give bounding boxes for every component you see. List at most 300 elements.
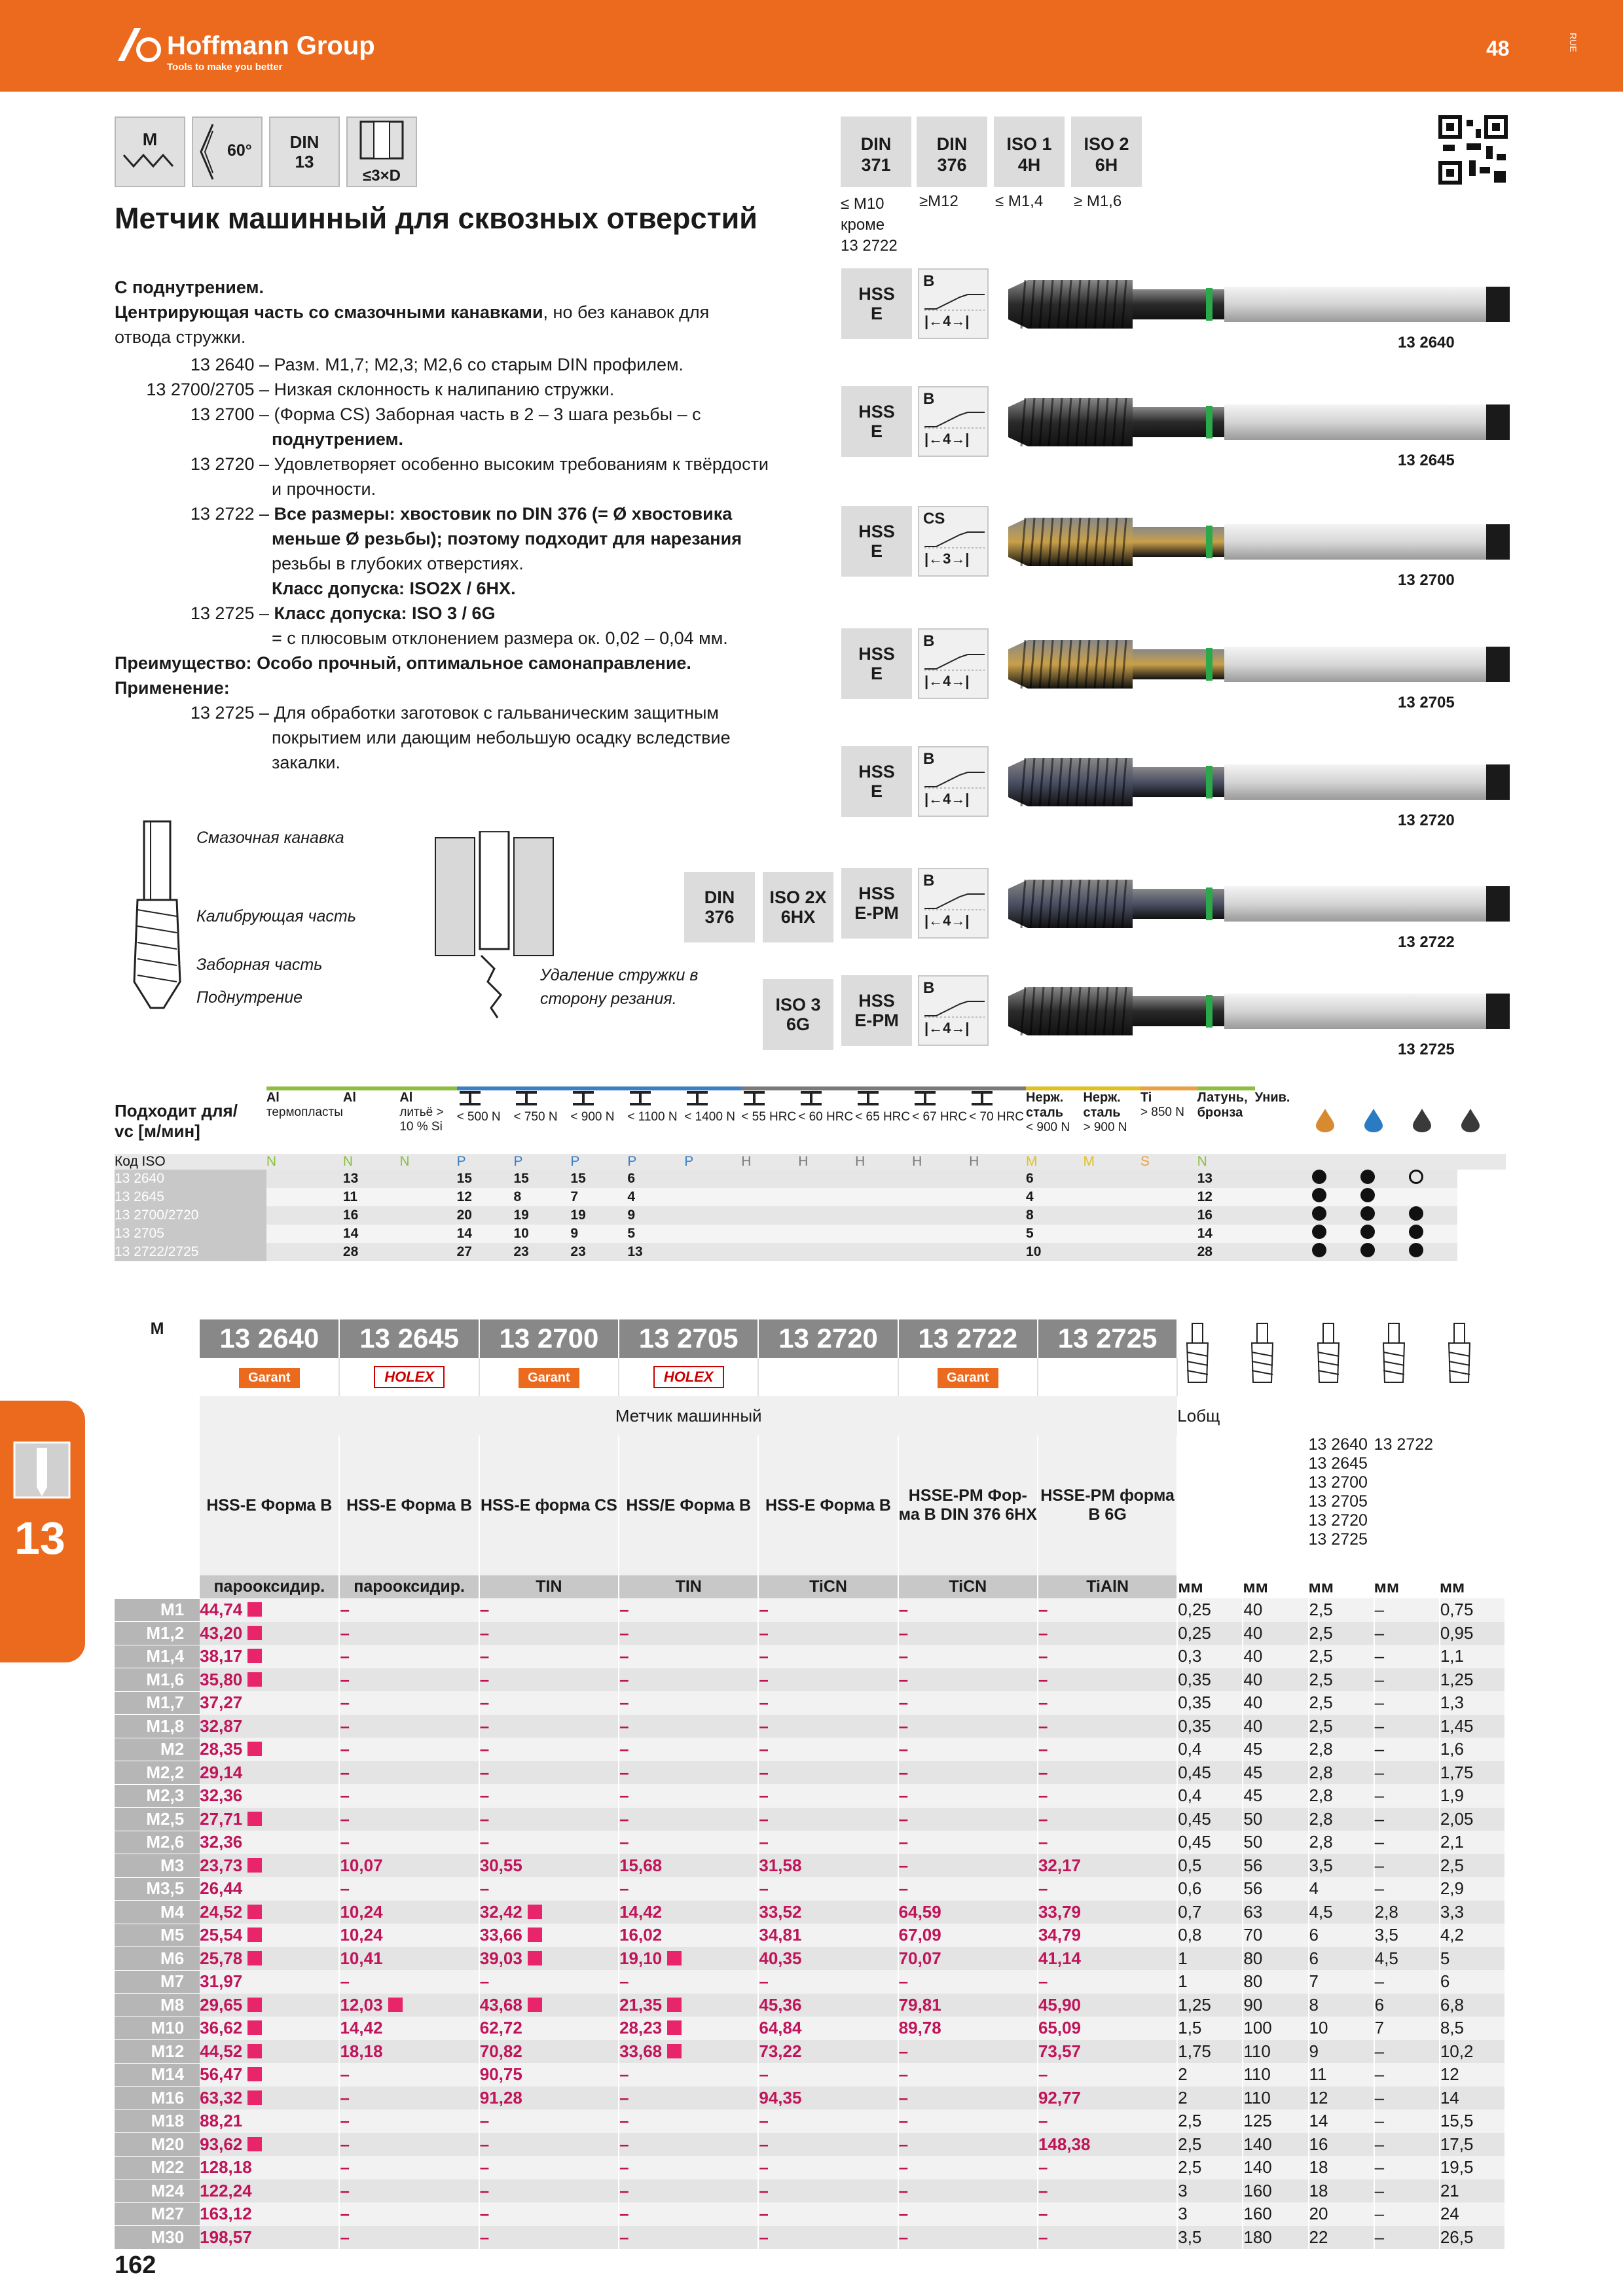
price-cell[interactable] bbox=[339, 2133, 479, 2157]
price-cell[interactable] bbox=[1038, 2063, 1177, 2087]
price-cell[interactable] bbox=[339, 1994, 479, 2017]
price-cell[interactable] bbox=[479, 1808, 619, 1831]
price-cell[interactable] bbox=[479, 1691, 619, 1715]
price-cell[interactable] bbox=[200, 1645, 339, 1668]
price-cell[interactable] bbox=[479, 2202, 619, 2226]
price-cell[interactable] bbox=[200, 1994, 339, 2017]
price-cell[interactable] bbox=[898, 1808, 1038, 1831]
price-cell[interactable] bbox=[619, 1622, 758, 1645]
price-cell[interactable] bbox=[479, 1924, 619, 1947]
thread-size: M24 bbox=[115, 2179, 200, 2203]
price-value: – bbox=[1038, 2204, 1048, 2224]
price-value: – bbox=[340, 1762, 350, 1782]
price-cell[interactable] bbox=[1038, 1831, 1177, 1854]
price-cell[interactable] bbox=[200, 1761, 339, 1785]
price-cell[interactable] bbox=[898, 2040, 1038, 2064]
brand-logo: Garant bbox=[898, 1358, 1038, 1397]
price-cell[interactable] bbox=[200, 1877, 339, 1901]
vc-value bbox=[855, 1243, 912, 1261]
price-cell[interactable] bbox=[619, 1901, 758, 1924]
price-cell[interactable] bbox=[1038, 1645, 1177, 1668]
price-cell[interactable] bbox=[758, 2202, 898, 2226]
price-cell[interactable] bbox=[898, 1970, 1038, 1994]
price-cell[interactable] bbox=[479, 1761, 619, 1785]
material-header: < 67 HRC bbox=[912, 1088, 969, 1154]
price-cell[interactable] bbox=[479, 1970, 619, 1994]
price-cell[interactable] bbox=[339, 2179, 479, 2203]
price-cell[interactable] bbox=[619, 1808, 758, 1831]
price-cell[interactable] bbox=[898, 1924, 1038, 1947]
price-cell[interactable] bbox=[1038, 1970, 1177, 1994]
price-cell[interactable] bbox=[898, 1622, 1038, 1645]
price-cell[interactable] bbox=[479, 1598, 619, 1622]
price-cell[interactable] bbox=[479, 1715, 619, 1738]
price-cell[interactable] bbox=[619, 1924, 758, 1947]
price-cell[interactable] bbox=[1038, 1947, 1177, 1971]
price-cell[interactable] bbox=[479, 1947, 619, 1971]
price-cell[interactable] bbox=[619, 2156, 758, 2179]
vc-value bbox=[1140, 1206, 1197, 1225]
steel-beam-icon bbox=[969, 1090, 995, 1106]
price-cell[interactable] bbox=[339, 1784, 479, 1808]
dimension-value: 180 bbox=[1243, 2226, 1308, 2250]
price-cell[interactable] bbox=[200, 1691, 339, 1715]
price-cell[interactable] bbox=[898, 1784, 1038, 1808]
stock-marker-icon bbox=[388, 1998, 403, 2012]
price-cell[interactable] bbox=[1038, 1808, 1177, 1831]
vc-value: 14 bbox=[343, 1225, 399, 1243]
price-cell[interactable] bbox=[479, 2156, 619, 2179]
price-cell[interactable] bbox=[1038, 1901, 1177, 1924]
price-cell[interactable] bbox=[758, 1994, 898, 2017]
price-cell[interactable] bbox=[898, 1645, 1038, 1668]
price-cell[interactable] bbox=[339, 2156, 479, 2179]
price-cell[interactable] bbox=[1038, 1994, 1177, 2017]
iso-code: P bbox=[684, 1154, 741, 1170]
price-value: 44,74 bbox=[200, 1600, 243, 1620]
price-cell[interactable] bbox=[1038, 2133, 1177, 2157]
price-cell[interactable] bbox=[1038, 1598, 1177, 1622]
thread-size: M30 bbox=[115, 2226, 200, 2250]
price-cell[interactable] bbox=[1038, 1738, 1177, 1761]
price-cell[interactable] bbox=[758, 1715, 898, 1738]
price-cell[interactable] bbox=[758, 1598, 898, 1622]
vc-value: 6 bbox=[1026, 1170, 1083, 1188]
price-value: – bbox=[619, 2157, 629, 2178]
price-cell[interactable] bbox=[898, 2109, 1038, 2133]
price-cell[interactable] bbox=[339, 1854, 479, 1878]
price-cell[interactable] bbox=[339, 1668, 479, 1692]
price-value: – bbox=[479, 1669, 490, 1689]
dimension-value: 7 bbox=[1374, 2017, 1440, 2040]
vc-value: 13 bbox=[1197, 1170, 1255, 1188]
coating: пароoксидир. bbox=[339, 1575, 479, 1598]
thread-size: M22 bbox=[115, 2156, 200, 2179]
price-cell[interactable] bbox=[758, 1691, 898, 1715]
price-cell[interactable] bbox=[339, 1901, 479, 1924]
price-cell[interactable] bbox=[1038, 1854, 1177, 1878]
price-cell[interactable] bbox=[619, 2040, 758, 2064]
price-value: – bbox=[340, 2204, 350, 2224]
price-cell[interactable] bbox=[339, 2017, 479, 2040]
dimension-value: – bbox=[1374, 1970, 1440, 1994]
price-value: – bbox=[340, 1600, 350, 1620]
price-cell[interactable] bbox=[339, 1970, 479, 1994]
price-value: – bbox=[759, 2157, 769, 2178]
price-cell[interactable] bbox=[1038, 2202, 1177, 2226]
coolant-marker bbox=[1312, 1206, 1360, 1225]
price-cell[interactable] bbox=[479, 1738, 619, 1761]
price-cell[interactable] bbox=[619, 2202, 758, 2226]
price-cell[interactable] bbox=[619, 1970, 758, 1994]
coolant-marker bbox=[1360, 1188, 1409, 1206]
dimension-value: – bbox=[1374, 1622, 1440, 1645]
price-cell[interactable] bbox=[339, 1691, 479, 1715]
price-cell[interactable] bbox=[758, 2109, 898, 2133]
price-value: – bbox=[1038, 1971, 1048, 1992]
price-cell[interactable] bbox=[200, 1970, 339, 1994]
price-cell[interactable] bbox=[200, 2156, 339, 2179]
price-cell[interactable] bbox=[339, 2226, 479, 2250]
price-cell[interactable] bbox=[339, 1738, 479, 1761]
price-cell[interactable] bbox=[619, 1738, 758, 1761]
price-cell[interactable] bbox=[339, 1877, 479, 1901]
stock-marker-icon bbox=[247, 1928, 262, 1942]
price-value: – bbox=[619, 1600, 629, 1620]
standard-note-iso1: ≤ M1,4 bbox=[995, 192, 1044, 210]
material-header: Al литьё > 10 % Si bbox=[399, 1088, 456, 1154]
price-cell[interactable] bbox=[758, 2017, 898, 2040]
price-value: – bbox=[1038, 2064, 1048, 2085]
price-cell[interactable] bbox=[1038, 2040, 1177, 2064]
price-cell[interactable] bbox=[200, 1854, 339, 1878]
price-cell[interactable] bbox=[200, 2017, 339, 2040]
price-cell[interactable] bbox=[758, 1901, 898, 1924]
price-value: – bbox=[340, 2111, 350, 2131]
price-cell[interactable] bbox=[1038, 1622, 1177, 1645]
price-cell[interactable] bbox=[619, 1761, 758, 1785]
price-cell[interactable] bbox=[758, 1808, 898, 1831]
language-code: RUE bbox=[1568, 33, 1578, 52]
price-value: – bbox=[619, 1878, 629, 1899]
price-cell[interactable] bbox=[619, 2109, 758, 2133]
price-cell[interactable] bbox=[619, 2179, 758, 2203]
price-cell[interactable] bbox=[1038, 2017, 1177, 2040]
price-cell[interactable] bbox=[339, 1924, 479, 1947]
article-header: 13 2700 bbox=[479, 1319, 619, 1358]
price-cell[interactable] bbox=[479, 1645, 619, 1668]
price-cell[interactable] bbox=[758, 1877, 898, 1901]
suit-title: Подходит для/ vc [м/мин] bbox=[115, 1088, 266, 1154]
price-cell[interactable] bbox=[619, 1947, 758, 1971]
price-cell[interactable] bbox=[619, 2017, 758, 2040]
dimension-value: 14 bbox=[1440, 2087, 1505, 2110]
price-value: – bbox=[1038, 1600, 1048, 1620]
price-cell[interactable] bbox=[479, 1831, 619, 1854]
price-value: 33,68 bbox=[619, 2041, 663, 2061]
table-row bbox=[115, 1994, 1505, 2017]
vc-value bbox=[798, 1206, 855, 1225]
dimension-value: 1 bbox=[1177, 1970, 1243, 1994]
price-cell[interactable] bbox=[479, 2087, 619, 2110]
price-cell[interactable] bbox=[1038, 1877, 1177, 1901]
thread-size: M2,5 bbox=[115, 1808, 200, 1831]
suit-row: 13 2705 14 14 10 9 5 5 14 bbox=[115, 1225, 1506, 1243]
price-cell[interactable] bbox=[898, 2202, 1038, 2226]
price-value: – bbox=[340, 1715, 350, 1736]
price-cell[interactable] bbox=[619, 1994, 758, 2017]
price-value: 29,65 bbox=[200, 1994, 243, 2015]
price-cell[interactable] bbox=[200, 2133, 339, 2157]
price-cell[interactable] bbox=[200, 1622, 339, 1645]
price-cell[interactable] bbox=[200, 2109, 339, 2133]
price-cell[interactable] bbox=[1038, 1668, 1177, 1692]
price-cell[interactable] bbox=[339, 2109, 479, 2133]
price-value: 163,12 bbox=[200, 2204, 252, 2224]
price-cell[interactable] bbox=[898, 1691, 1038, 1715]
price-cell[interactable] bbox=[200, 2063, 339, 2087]
table-row bbox=[115, 1877, 1505, 1901]
price-cell[interactable] bbox=[200, 1924, 339, 1947]
price-value: – bbox=[479, 2134, 490, 2154]
price-cell[interactable] bbox=[758, 2087, 898, 2110]
price-cell[interactable] bbox=[479, 1784, 619, 1808]
price-cell[interactable] bbox=[1038, 1761, 1177, 1785]
price-cell[interactable] bbox=[1038, 1924, 1177, 1947]
price-cell[interactable] bbox=[339, 2087, 479, 2110]
price-cell[interactable] bbox=[200, 1901, 339, 1924]
price-cell[interactable] bbox=[619, 1854, 758, 1878]
price-cell[interactable] bbox=[1038, 1715, 1177, 1738]
price-cell[interactable] bbox=[200, 2226, 339, 2250]
price-cell[interactable] bbox=[898, 2133, 1038, 2157]
price-value: – bbox=[619, 1971, 629, 1992]
price-cell[interactable] bbox=[339, 1622, 479, 1645]
intro-text: С поднутрением. Центрирующая часть со смазочными канавками, но без канавок для отвода стружки. bbox=[115, 278, 710, 347]
price-cell[interactable] bbox=[758, 1738, 898, 1761]
price-cell[interactable] bbox=[339, 1947, 479, 1971]
price-cell[interactable] bbox=[898, 1994, 1038, 2017]
price-cell[interactable] bbox=[200, 1831, 339, 1854]
tap-material: HSS E-PM bbox=[841, 975, 912, 1046]
price-value: 198,57 bbox=[200, 2227, 252, 2247]
price-cell[interactable] bbox=[758, 2156, 898, 2179]
price-cell[interactable] bbox=[619, 1691, 758, 1715]
price-cell[interactable] bbox=[1038, 2226, 1177, 2250]
price-cell[interactable] bbox=[898, 1877, 1038, 1901]
price-cell[interactable] bbox=[758, 1831, 898, 1854]
price-cell[interactable] bbox=[619, 1715, 758, 1738]
price-value: 18,18 bbox=[340, 2041, 383, 2061]
price-cell[interactable] bbox=[479, 1668, 619, 1692]
price-cell[interactable] bbox=[619, 1645, 758, 1668]
din-symbol: DIN 13 bbox=[269, 117, 340, 187]
price-cell[interactable] bbox=[200, 1947, 339, 1971]
table-row bbox=[115, 1761, 1505, 1785]
price-cell[interactable] bbox=[479, 2017, 619, 2040]
price-cell[interactable] bbox=[898, 1854, 1038, 1878]
price-cell[interactable] bbox=[758, 1924, 898, 1947]
price-cell[interactable] bbox=[1038, 2179, 1177, 2203]
price-cell[interactable] bbox=[758, 2040, 898, 2064]
price-cell[interactable] bbox=[619, 1784, 758, 1808]
price-cell[interactable] bbox=[479, 2179, 619, 2203]
coating: TiCN bbox=[898, 1575, 1038, 1598]
price-cell[interactable] bbox=[619, 1877, 758, 1901]
price-value: – bbox=[479, 1600, 490, 1620]
price-cell[interactable] bbox=[1038, 1691, 1177, 1715]
price-cell[interactable] bbox=[339, 2202, 479, 2226]
price-cell[interactable] bbox=[898, 2179, 1038, 2203]
price-cell[interactable] bbox=[339, 2040, 479, 2064]
price-cell[interactable] bbox=[200, 1808, 339, 1831]
price-cell[interactable] bbox=[758, 1622, 898, 1645]
price-cell[interactable] bbox=[339, 2063, 479, 2087]
price-cell[interactable] bbox=[339, 1598, 479, 1622]
price-cell[interactable] bbox=[898, 1715, 1038, 1738]
price-cell[interactable] bbox=[200, 2202, 339, 2226]
tap-type: HSS-E Форма B bbox=[339, 1435, 479, 1575]
price-cell[interactable] bbox=[479, 1877, 619, 1901]
price-cell[interactable] bbox=[479, 2226, 619, 2250]
price-cell[interactable] bbox=[479, 2133, 619, 2157]
price-cell[interactable] bbox=[898, 2156, 1038, 2179]
price-cell[interactable] bbox=[898, 1831, 1038, 1854]
price-value: 32,36 bbox=[200, 1832, 243, 1852]
price-cell[interactable] bbox=[200, 1715, 339, 1738]
price-cell[interactable] bbox=[200, 2179, 339, 2203]
dimension-value: 45 bbox=[1243, 1784, 1308, 1808]
price-cell[interactable] bbox=[758, 2063, 898, 2087]
price-cell[interactable] bbox=[758, 1668, 898, 1692]
vc-value bbox=[1140, 1243, 1197, 1261]
price-cell[interactable] bbox=[898, 1901, 1038, 1924]
price-cell[interactable] bbox=[339, 1761, 479, 1785]
price-cell[interactable] bbox=[479, 1854, 619, 1878]
price-cell[interactable] bbox=[898, 1761, 1038, 1785]
dimension-value: 0,45 bbox=[1177, 1761, 1243, 1785]
price-cell[interactable] bbox=[898, 1668, 1038, 1692]
price-cell[interactable] bbox=[758, 1970, 898, 1994]
price-cell[interactable] bbox=[200, 2087, 339, 2110]
price-cell[interactable] bbox=[479, 1994, 619, 2017]
price-cell[interactable] bbox=[758, 2179, 898, 2203]
price-cell[interactable] bbox=[479, 1622, 619, 1645]
price-cell[interactable] bbox=[339, 1645, 479, 1668]
price-value: 70,07 bbox=[898, 1948, 941, 1968]
dimension-value: 2,8 bbox=[1309, 1738, 1374, 1761]
price-cell[interactable] bbox=[1038, 2087, 1177, 2110]
price-cell[interactable] bbox=[758, 1645, 898, 1668]
vc-value bbox=[1083, 1188, 1140, 1206]
price-value: 45,90 bbox=[1038, 1994, 1082, 2015]
lead-profile-icon bbox=[923, 891, 986, 911]
price-cell[interactable] bbox=[200, 2040, 339, 2064]
price-cell[interactable] bbox=[200, 1784, 339, 1808]
vc-value: 28 bbox=[1197, 1243, 1255, 1261]
price-cell[interactable] bbox=[898, 1598, 1038, 1622]
qr-code-icon[interactable] bbox=[1438, 115, 1508, 185]
price-value: 89,78 bbox=[898, 2018, 941, 2038]
price-cell[interactable] bbox=[758, 2133, 898, 2157]
price-cell[interactable] bbox=[898, 2087, 1038, 2110]
dimension-value: 2,9 bbox=[1440, 1877, 1505, 1901]
vc-value bbox=[741, 1243, 798, 1261]
coolant-marker bbox=[1409, 1243, 1457, 1261]
price-cell[interactable] bbox=[479, 2063, 619, 2087]
thread-size: M1,6 bbox=[115, 1668, 200, 1692]
price-value: 30,55 bbox=[479, 1855, 522, 1875]
price-cell[interactable] bbox=[1038, 1784, 1177, 1808]
dimension-value: 2,05 bbox=[1440, 1808, 1505, 1831]
price-cell[interactable] bbox=[619, 2226, 758, 2250]
price-value: – bbox=[898, 2227, 909, 2247]
price-cell[interactable] bbox=[898, 1738, 1038, 1761]
dimension-value: – bbox=[1374, 1598, 1440, 1622]
tap-article-number: 13 2700 bbox=[1398, 571, 1455, 589]
price-cell[interactable] bbox=[619, 2133, 758, 2157]
price-cell[interactable] bbox=[619, 1668, 758, 1692]
price-cell[interactable] bbox=[479, 1901, 619, 1924]
price-cell[interactable] bbox=[898, 1947, 1038, 1971]
price-value: 36,62 bbox=[200, 2018, 243, 2038]
price-value: 64,84 bbox=[759, 2018, 802, 2038]
price-value: – bbox=[340, 1785, 350, 1806]
thread-size: M27 bbox=[115, 2202, 200, 2226]
price-cell[interactable] bbox=[339, 1715, 479, 1738]
dimension-value: 2 bbox=[1177, 2087, 1243, 2110]
table-row bbox=[115, 2202, 1505, 2226]
tap-type: HSSE-PM форма B 6G bbox=[1038, 1435, 1177, 1575]
price-cell[interactable] bbox=[758, 1947, 898, 1971]
price-cell[interactable] bbox=[758, 2226, 898, 2250]
price-value: – bbox=[898, 1808, 909, 1829]
price-cell[interactable] bbox=[479, 2040, 619, 2064]
price-cell[interactable] bbox=[200, 1668, 339, 1692]
price-cell[interactable] bbox=[479, 2109, 619, 2133]
price-cell[interactable] bbox=[898, 2226, 1038, 2250]
price-cell[interactable] bbox=[758, 1761, 898, 1785]
price-value: 10,07 bbox=[340, 1855, 383, 1875]
price-cell[interactable] bbox=[898, 2063, 1038, 2087]
vc-value: 8 bbox=[1026, 1206, 1083, 1225]
price-cell[interactable] bbox=[619, 2087, 758, 2110]
vc-value: 9 bbox=[627, 1206, 684, 1225]
price-cell[interactable] bbox=[200, 1598, 339, 1622]
coating: пароoксидир. bbox=[200, 1575, 339, 1598]
price-value: – bbox=[340, 1646, 350, 1666]
price-cell[interactable] bbox=[619, 1598, 758, 1622]
price-cell[interactable] bbox=[758, 1784, 898, 1808]
price-cell[interactable] bbox=[619, 1831, 758, 1854]
price-cell[interactable] bbox=[1038, 2156, 1177, 2179]
dimension-value: 1,9 bbox=[1440, 1784, 1505, 1808]
price-value: – bbox=[1038, 2180, 1048, 2200]
price-cell[interactable] bbox=[200, 1738, 339, 1761]
price-value: 24,52 bbox=[200, 1901, 243, 1922]
price-cell[interactable] bbox=[339, 1831, 479, 1854]
vc-value: 15 bbox=[457, 1170, 514, 1188]
price-cell[interactable] bbox=[898, 2017, 1038, 2040]
price-cell[interactable] bbox=[1038, 2109, 1177, 2133]
price-cell[interactable] bbox=[339, 1808, 479, 1831]
price-cell[interactable] bbox=[619, 2063, 758, 2087]
vc-value bbox=[855, 1225, 912, 1243]
price-value: 14,42 bbox=[619, 1901, 663, 1922]
price-value: – bbox=[479, 1832, 490, 1852]
price-value: – bbox=[619, 1739, 629, 1759]
price-cell[interactable] bbox=[758, 1854, 898, 1878]
